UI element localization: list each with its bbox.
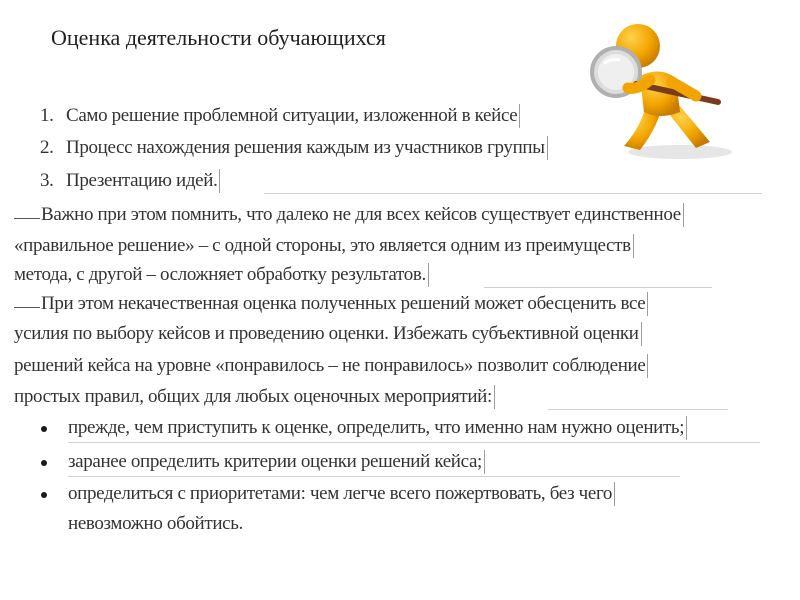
bullet-text: заранее определить критерии оценки решений кейса; <box>68 451 482 472</box>
paragraph-text: При этом некачественная оценка полученных решений может обесценить все <box>41 293 646 314</box>
paragraph-line <box>14 234 634 258</box>
person-with-magnifier-icon <box>568 20 754 162</box>
bullet-item <box>68 416 687 440</box>
paragraph-line <box>14 263 429 287</box>
bullet-text: невозможно обойтись. <box>68 513 243 534</box>
bullet-item <box>68 482 615 506</box>
item-text: Процесс нахождения решения каждым из участников группы <box>66 137 545 158</box>
bullet-icon <box>41 492 47 498</box>
numbered-item <box>40 104 520 128</box>
indent-mark <box>14 292 40 308</box>
page-title: Оценка деятельности обучающихся <box>51 25 386 50</box>
item-text: Само решение проблемной ситуации, изложенной в кейсе <box>66 105 518 126</box>
paragraph-text: метода, с другой – осложняет обработку результатов. <box>14 264 426 285</box>
divider <box>264 193 762 194</box>
paragraph-text: «правильное решение» – с одной стороны, это является одним из преимуществ <box>14 235 631 256</box>
numbered-item <box>40 136 548 160</box>
bullet-text: определиться с приоритетами: чем легче всего пожертвовать, без чего <box>68 483 613 504</box>
item-number: 2. <box>40 137 54 158</box>
paragraph-text: усилия по выбору кейсов и проведению оценки. Избежать субъективной оценки <box>14 323 639 344</box>
item-number: 3. <box>40 170 54 191</box>
divider <box>548 409 728 410</box>
paragraph-text: решений кейса на уровне «понравилось – не понравилось» позволит соблюдение <box>14 355 646 376</box>
bullet-item-continuation <box>68 512 245 536</box>
numbered-item <box>40 169 220 193</box>
bullet-icon <box>41 460 47 466</box>
paragraph-text: простых правил, общих для любых оценочных мероприятий: <box>14 386 492 407</box>
indent-mark <box>14 203 40 219</box>
paragraph-line <box>14 354 648 378</box>
paragraph-line <box>14 203 684 227</box>
paragraph-text: Важно при этом помнить, что далеко не для всех кейсов существует единственное <box>41 204 681 225</box>
paragraph-line <box>14 322 642 346</box>
bullet-icon <box>41 426 47 432</box>
paragraph-line <box>14 385 495 409</box>
paragraph-line <box>14 292 648 316</box>
bullet-text: прежде, чем приступить к оценке, определить, что именно нам нужно оценить; <box>68 417 685 438</box>
item-number: 1. <box>40 105 54 126</box>
divider <box>68 476 680 477</box>
divider <box>484 287 712 288</box>
bullet-item <box>68 450 485 474</box>
divider <box>68 442 760 443</box>
item-text: Презентацию идей. <box>66 170 218 191</box>
